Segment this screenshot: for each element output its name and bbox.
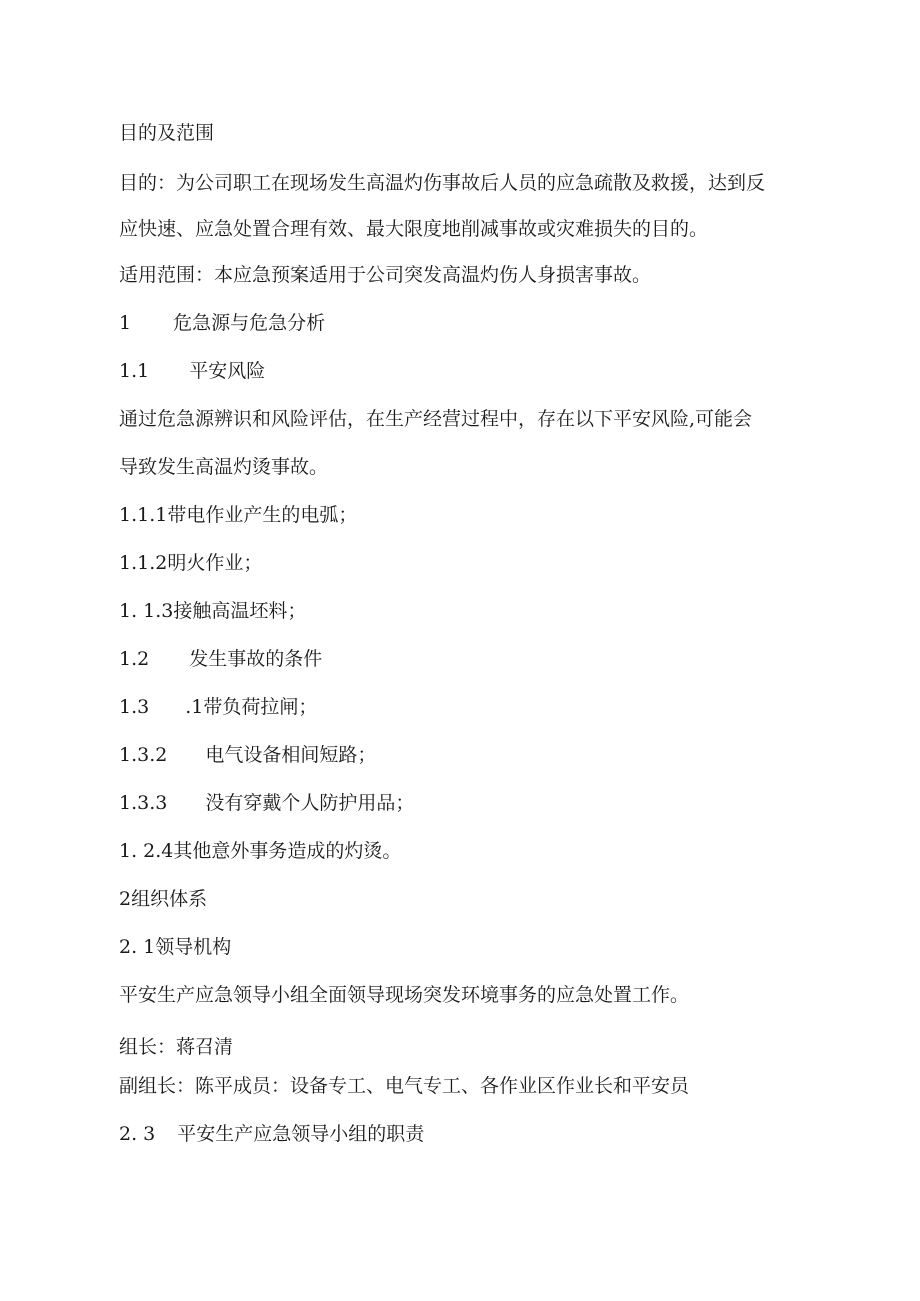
section-1-2-heading (119, 647, 322, 671)
section-number: 1.1 (119, 360, 150, 382)
section-1-heading (119, 311, 325, 335)
deputy-members-line: 副组长：陈平成员：设备专工、电气专工、各作业区作业长和平安员 (119, 1075, 690, 1097)
list-item-1-1-3: 1. 1.3接触高温坯料； (119, 600, 307, 622)
leader-line: 组长：蒋召清 (119, 1036, 234, 1058)
section-number: 1 (119, 312, 132, 334)
section-title: 平安生产应急领导小组的职责 (177, 1123, 425, 1145)
section-title: 平安风险 (189, 360, 266, 382)
risk-intro-line-2: 导致发生高温灼烫事故。 (119, 456, 329, 478)
section-title: 发生事故的条件 (189, 648, 323, 670)
list-item-1-3-2 (119, 743, 376, 767)
section-2-1-heading: 2. 1领导机构 (119, 936, 232, 958)
item-text: 没有穿戴个人防护用品； (205, 792, 415, 814)
list-item-1-1-2: 1.1.2明火作业； (119, 552, 263, 574)
item-text: .1带负荷拉闸； (185, 696, 318, 718)
risk-intro-line-1: 通过危急源辨识和风险评估，在生产经营过程中，存在以下平安风险,可能会 (119, 408, 753, 430)
item-number: 1.3.2 (119, 744, 168, 766)
section-2-3-heading (119, 1122, 424, 1146)
section-title: 危急源与危急分析 (173, 312, 326, 334)
list-item-1-2-4: 1. 2.4其他意外事务造成的灼烫。 (119, 840, 402, 862)
purpose-text-line-1: 目的：为公司职工在现场发生高温灼伤事故后人员的应急疏散及救援，达到反 (119, 172, 766, 194)
item-text: 电气设备相间短路； (205, 744, 377, 766)
list-item-1-3-3 (119, 791, 414, 815)
section-2-heading: 2组织体系 (119, 888, 208, 910)
list-item-1-1-1: 1.1.1带电作业产生的电弧； (119, 504, 358, 526)
section-1-1-heading (119, 359, 265, 383)
leadership-description: 平安生产应急领导小组全面领导现场突发环境事务的应急处置工作。 (119, 984, 690, 1006)
section-number: 1.2 (119, 648, 150, 670)
purpose-scope-heading: 目的及范围 (119, 122, 215, 144)
list-item-1-3 (119, 695, 317, 719)
purpose-text-line-2: 应快速、应急处置合理有效、最大限度地削减事故或灾难损失的目的。 (119, 218, 709, 240)
item-number: 1.3 (119, 696, 150, 718)
section-number: 2. 3 (119, 1123, 156, 1145)
item-number: 1.3.3 (119, 792, 168, 814)
scope-text: 适用范围：本应急预案适用于公司突发高温灼伤人身损害事故。 (119, 264, 652, 286)
